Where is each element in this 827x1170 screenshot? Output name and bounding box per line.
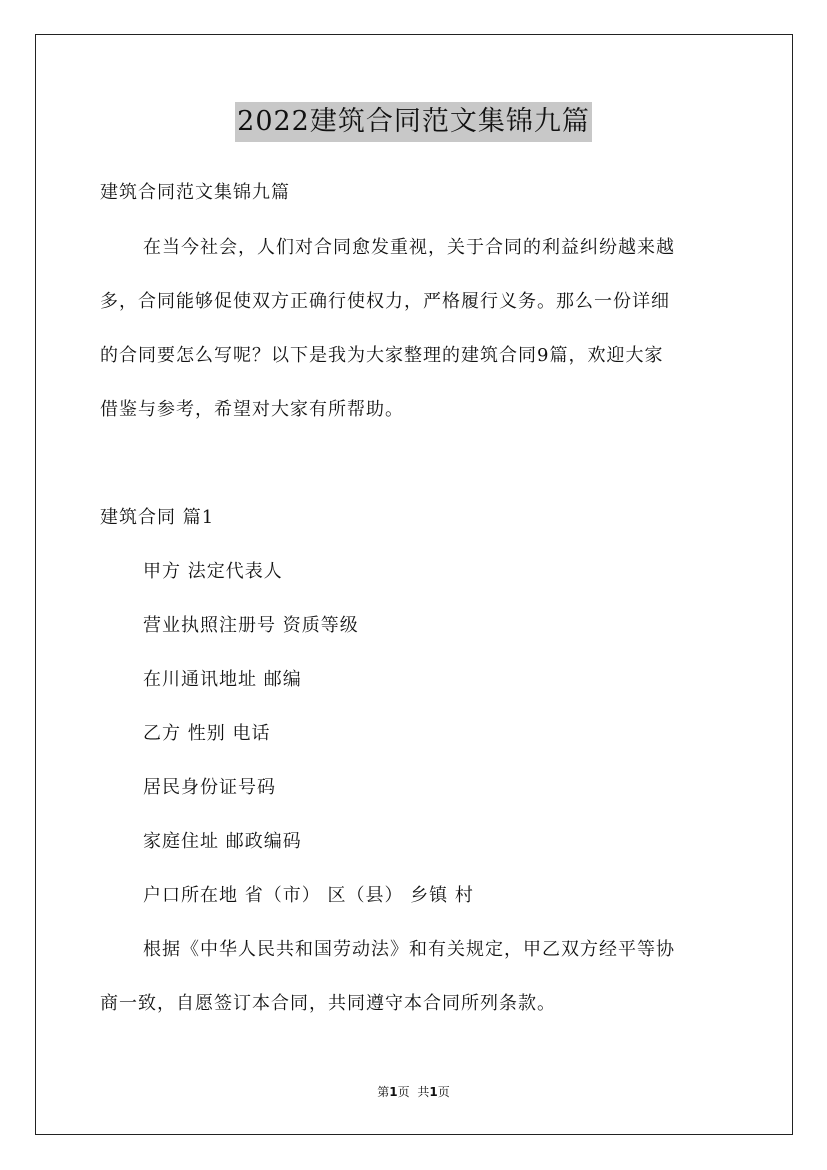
field-party-a: 甲方 法定代表人 <box>143 561 283 582</box>
section-heading: 建筑合同 篇1 <box>100 507 215 528</box>
footer-total-suffix: 页 <box>437 1085 450 1099</box>
footer-total-number: 1 <box>429 1085 438 1099</box>
field-home-address: 家庭住址 邮政编码 <box>143 831 302 852</box>
field-household-registration: 户口所在地 省（市） 区（县） 乡镇 村 <box>143 885 474 906</box>
intro-line-4: 借鉴与参考，希望对大家有所帮助。 <box>100 399 404 420</box>
field-address: 在川通讯地址 邮编 <box>143 669 302 690</box>
page-footer <box>0 1084 827 1100</box>
field-business-license: 营业执照注册号 资质等级 <box>143 615 359 636</box>
intro-line-1: 在当今社会，人们对合同愈发重视，关于合同的利益纠纷越来越 <box>143 237 675 258</box>
document-title-text: 2022建筑合同范文集锦九篇 <box>235 102 592 142</box>
closing-line-2: 商一致，自愿签订本合同，共同遵守本合同所列条款。 <box>100 993 556 1014</box>
field-id-number: 居民身份证号码 <box>143 777 276 798</box>
footer-page-number: 1 <box>389 1085 398 1099</box>
footer-total-prefix: 共 <box>417 1085 430 1099</box>
closing-line-1: 根据《中华人民共和国劳动法》和有关规定，甲乙双方经平等协 <box>143 939 675 960</box>
intro-line-2: 多，合同能够促使双方正确行使权力，严格履行义务。那么一份详细 <box>100 291 670 312</box>
intro-line-3: 的合同要怎么写呢？以下是我为大家整理的建筑合同9篇，欢迎大家 <box>100 345 664 366</box>
footer-page-prefix: 第 <box>377 1085 390 1099</box>
footer-page-suffix: 页 <box>397 1085 410 1099</box>
document-title <box>0 100 827 142</box>
field-party-b: 乙方 性别 电话 <box>143 723 271 744</box>
document-subtitle: 建筑合同范文集锦九篇 <box>100 182 290 203</box>
